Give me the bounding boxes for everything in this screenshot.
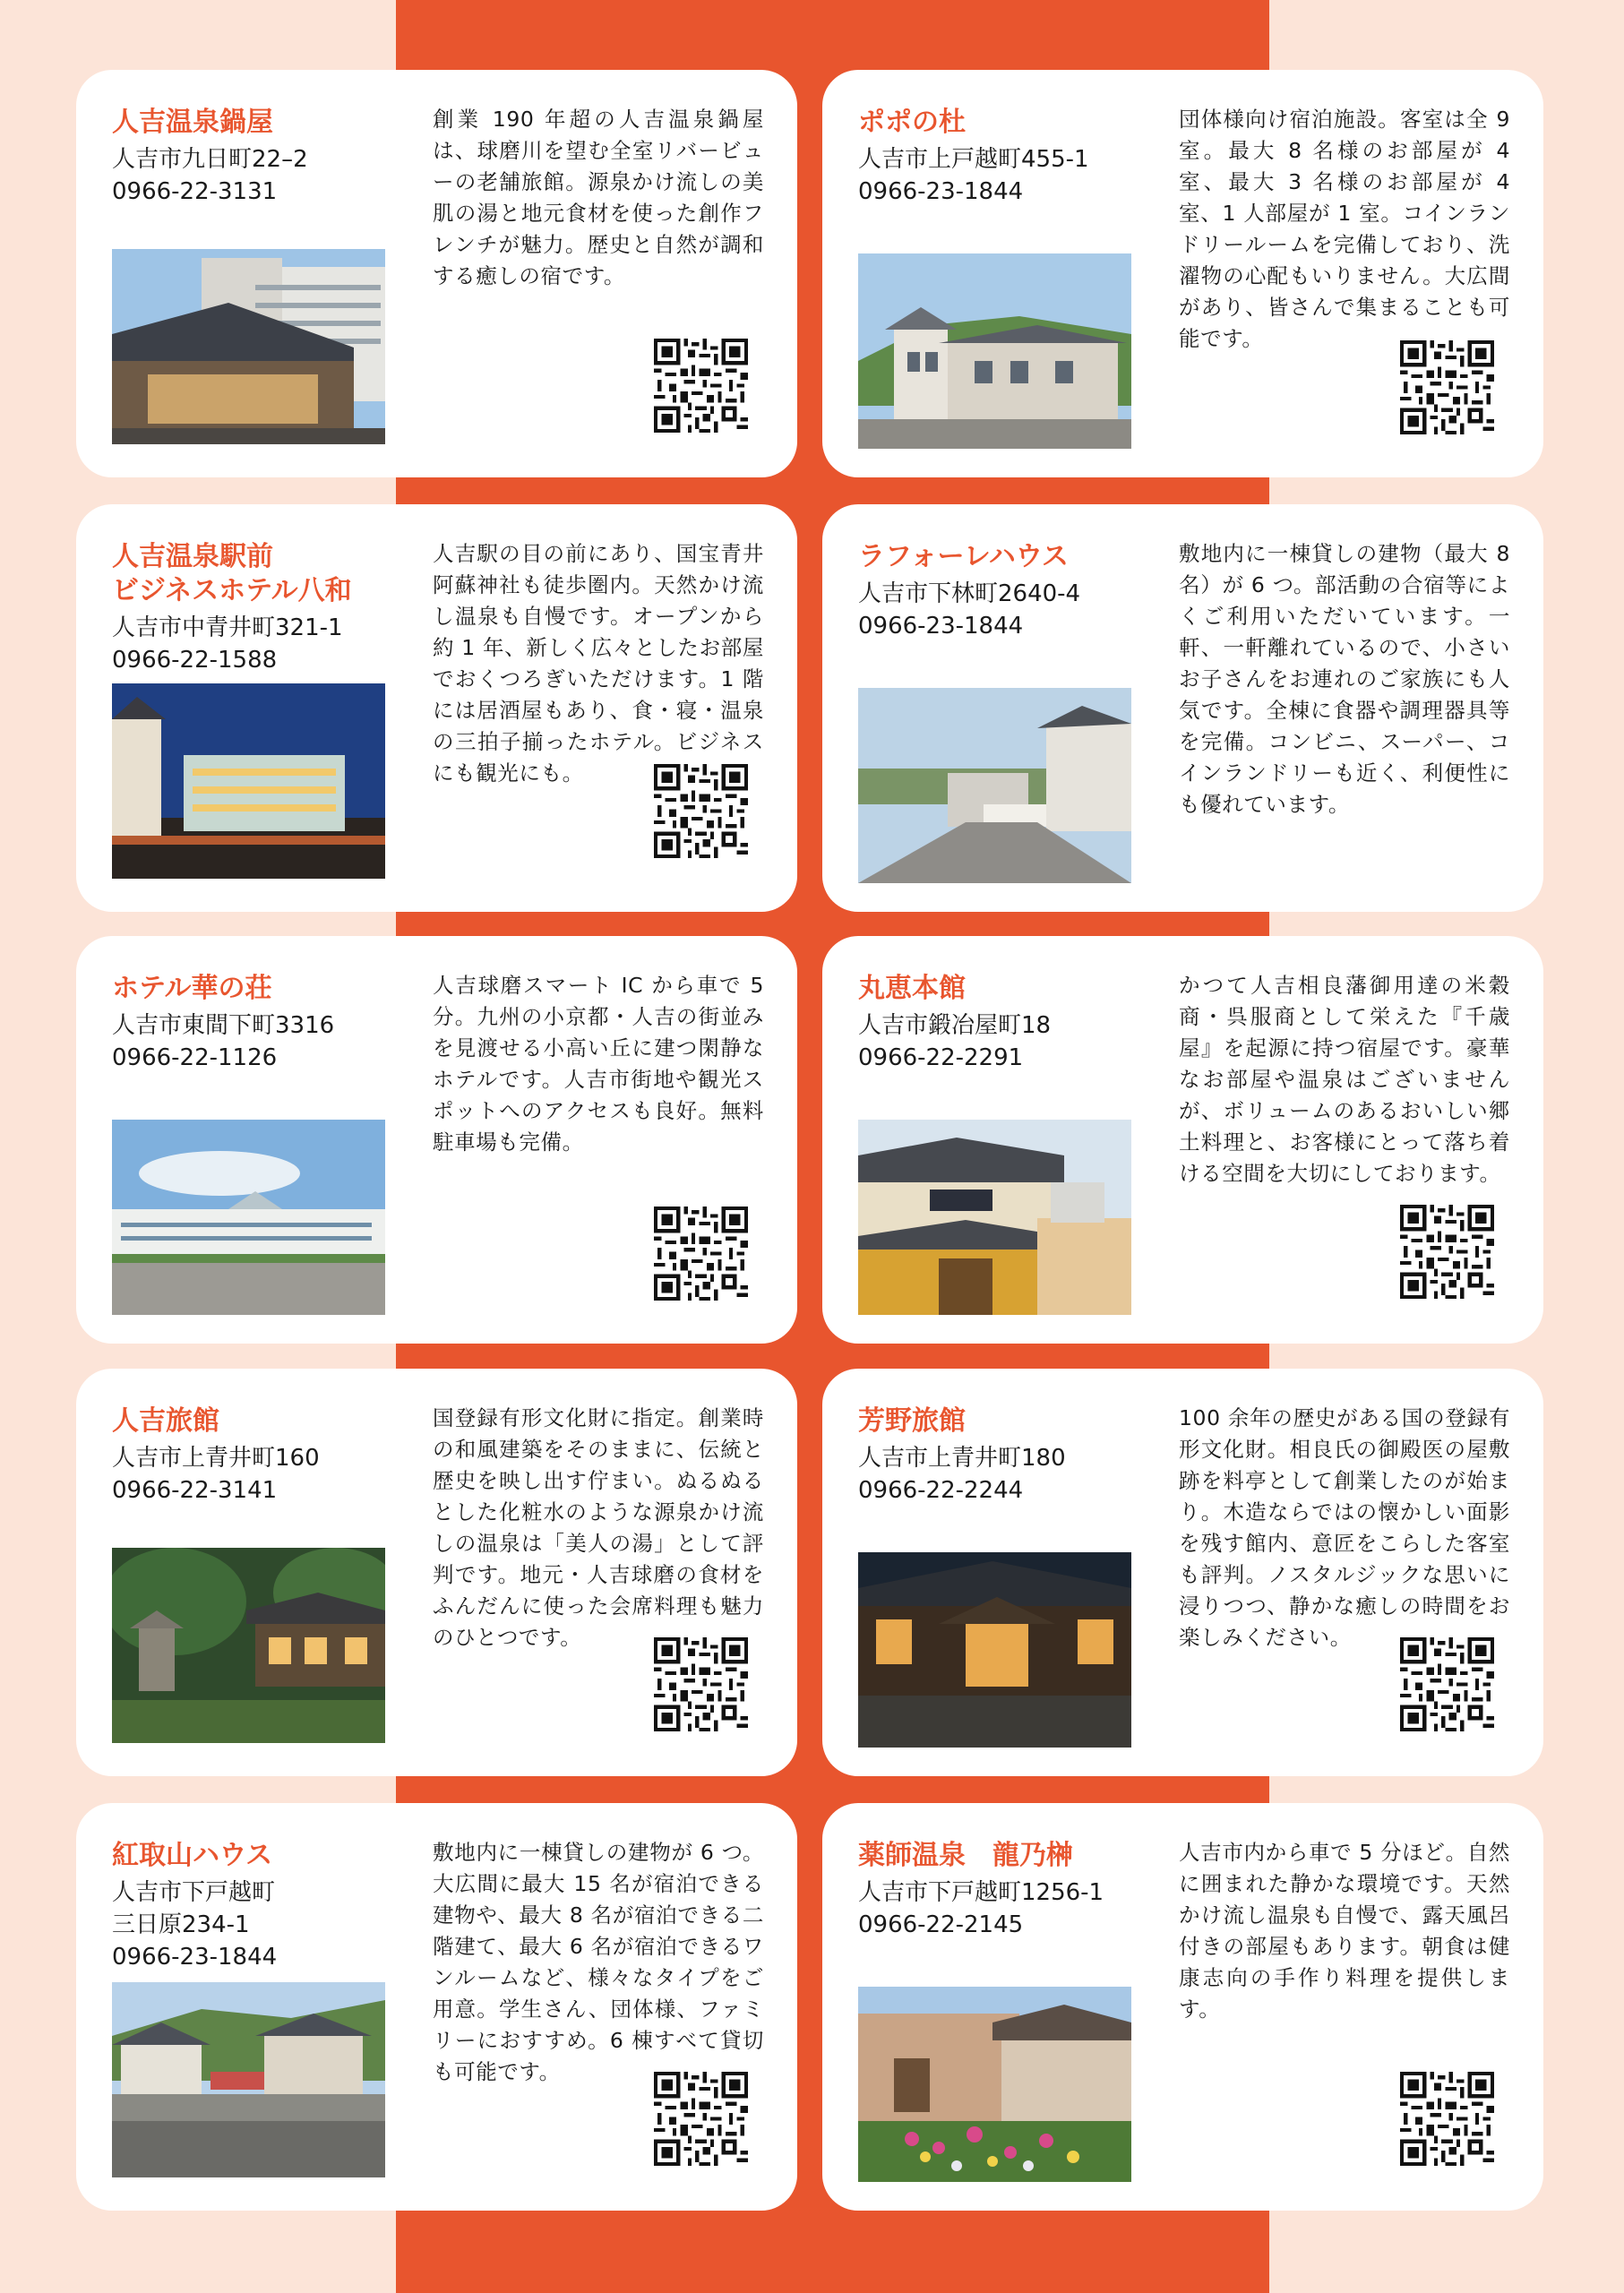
phone-text[interactable]: 0966-23-1844: [858, 178, 1024, 205]
card-nabeya: [76, 70, 797, 477]
card-title: 薬師温泉 龍乃榊: [858, 1840, 1073, 1871]
card-hananoso: [76, 936, 797, 1344]
phone-text[interactable]: 0966-23-1844: [112, 1944, 278, 1971]
address-text: 人吉市下林町2640-4: [858, 580, 1081, 607]
card-description: 人吉市内から車で 5 分ほど。自然に囲まれた静かな環境です。天然かけ流し温泉も自慢で、露天風呂付きの部屋もあります。朝食は健康志向の手作り料理を提供します。: [1179, 1840, 1510, 2022]
address-text: 人吉市下戸越町 三日原234-1: [112, 1879, 276, 1938]
card-description: 国登録有形文化財に指定。創業時の和風建築をそのままに、伝統と歴史を映し出す佇まい。ぬるぬるとした化粧水のような源泉かけ流しの温泉は「美人の湯」として評判です。地元・人吉球磨の食材をふんだんに使った会席料理も魅力のひとつです。: [433, 1405, 764, 1650]
hotel-hill-photo: [112, 1120, 385, 1315]
card-description: 100 余年の歴史がある国の登録有形文化財。相良氏の御殿医の屋敷跡を料亭として創業したのが始まり。木造ならではの懐かしい面影を残す館内、意匠をこらした客室も評判。ノスタルジックな思いに浸りつつ、静かな癒しの時間をお楽しみください。: [1179, 1405, 1510, 1650]
card-yawa-hotel: [76, 504, 797, 912]
card-marue-honkan: [822, 936, 1543, 1344]
qr-code-icon[interactable]: [654, 2072, 748, 2166]
address-text: 人吉市上戸越町455-1: [858, 146, 1089, 173]
ryokan-night-photo: [858, 1552, 1131, 1748]
card-title: ホテル華の荘: [112, 973, 272, 1004]
address-text: 人吉市中青井町321-1: [112, 614, 343, 641]
card-description: 団体様向け宿泊施設。客室は全 9 室。最大 8 名様のお部屋が 4 室、最大 3 名様のお部屋が 4 室、1 人部屋が 1 室。コインランドリールームを完備しており、洗濯物の心配もいりません。大広間があり、皆さんで集まることも可能です。: [1179, 107, 1510, 351]
card-laforet-house: [822, 504, 1543, 912]
card-description: 創業 190 年超の人吉温泉鍋屋は、球磨川を望む全室リバービューの老舗旅館。源泉かけ流しの美肌の湯と地元食材を使った創作フレンチが魅力。歴史と自然が調和する癒しの宿です。: [433, 107, 764, 288]
phone-text[interactable]: 0966-23-1844: [858, 613, 1024, 640]
phone-text[interactable]: 0966-22-2244: [858, 1477, 1024, 1504]
card-hitoyoshi-ryokan: [76, 1369, 797, 1776]
card-title: 紅取山ハウス: [112, 1840, 273, 1871]
qr-code-icon[interactable]: [1400, 2072, 1494, 2166]
address-text: 人吉市東間下町3316: [112, 1012, 335, 1039]
card-description: 敷地内に一棟貸しの建物が 6 つ。大広間に最大 15 名が宿泊できる建物や、最大 8 名が宿泊できる二階建て、最大 6 名が宿泊できるワンルームなど、様々なタイプをご用意。学生さん、団体様、ファミリーにおすすめ。6 棟すべて貸切も可能です。: [433, 1840, 764, 2084]
house-photo: [858, 253, 1131, 449]
qr-code-icon[interactable]: [1400, 340, 1494, 434]
card-description: 人吉球磨スマート IC から車で 5 分。九州の小京都・人吉の街並みを見渡せる小高い丘に建つ閑静なホテルです。人吉市街地や観光スポットへのアクセスも良好。無料駐車場も完備。: [433, 973, 764, 1155]
card-popo-no-mori: [822, 70, 1543, 477]
card-address: [858, 1009, 1154, 1074]
address-text: 人吉市上青井町180: [858, 1445, 1066, 1472]
qr-code-icon[interactable]: [1400, 1205, 1494, 1299]
phone-text[interactable]: 0966-22-2145: [858, 1911, 1024, 1938]
traditional-inn-photo: [858, 1120, 1131, 1315]
card-title: 人吉温泉駅前 ビジネスホテル八和: [112, 541, 352, 606]
card-title: 丸恵本館: [858, 973, 966, 1004]
phone-text[interactable]: 0966-22-1588: [112, 647, 278, 674]
phone-text[interactable]: 0966-22-1126: [112, 1044, 278, 1071]
village-houses-photo: [112, 1982, 385, 2177]
qr-code-icon[interactable]: [654, 764, 748, 858]
card-address: [858, 1876, 1154, 1941]
qr-code-icon[interactable]: [654, 1637, 748, 1731]
card-yoshino-ryokan: [822, 1369, 1543, 1776]
card-address: [858, 578, 1154, 642]
cottage-street-photo: [858, 688, 1131, 883]
card-title: 芳野旅館: [858, 1405, 966, 1437]
address-text: 人吉市鍛冶屋町18: [858, 1012, 1052, 1039]
card-address: [858, 1442, 1154, 1507]
card-description: かつて人吉相良藩御用達の米穀商・呉服商として栄えた『千歳屋』を起源に持つ宿屋です。豪華なお部屋や温泉はございませんが、ボリュームのあるおいしい郷土料理と、お客様にとって落ち着ける空間を大切にしております。: [1179, 973, 1510, 1186]
ryokan-building-photo: [112, 249, 385, 444]
card-address: [112, 1442, 408, 1507]
phone-text[interactable]: 0966-22-3141: [112, 1477, 278, 1504]
card-address: [112, 1009, 408, 1074]
qr-code-icon[interactable]: [654, 1207, 748, 1301]
phone-text[interactable]: 0966-22-2291: [858, 1044, 1024, 1071]
card-description: 敷地内に一棟貸しの建物（最大 8 名）が 6 つ。部活動の合宿等によくご利用いただいています。一軒、一軒離れているので、小さいお子さんをお連れのご家族にも人気です。全棟に食器や調理器具等を完備。コンビニ、スーパー、コインランドリーも近く、利便性にも優れています。: [1179, 541, 1510, 817]
card-address: [112, 612, 408, 676]
card-address: [112, 143, 408, 208]
card-description: 人吉駅の目の前にあり、国宝青井阿蘇神社も徒歩圏内。天然かけ流し温泉も自慢です。オープンから約 1 年、新しく広々としたお部屋でおくつろぎいただけます。1 階には居酒屋もあり、食・寝・温泉の三拍子揃ったホテル。ビジネスにも観光にも。: [433, 541, 764, 786]
card-yakushi-onsen: [822, 1803, 1543, 2211]
card-betoriyama-house: [76, 1803, 797, 2211]
qr-code-icon[interactable]: [1400, 1637, 1494, 1731]
japanese-garden-photo: [112, 1548, 385, 1743]
address-text: 人吉市上青井町160: [112, 1445, 320, 1472]
qr-code-icon[interactable]: [654, 339, 748, 433]
card-title: ポポの杜: [858, 107, 966, 138]
card-address: [112, 1876, 408, 1973]
card-title: ラフォーレハウス: [858, 541, 1069, 572]
hotel-night-photo: [112, 683, 385, 879]
card-title: 人吉温泉鍋屋: [112, 107, 273, 138]
address-text: 人吉市下戸越町1256-1: [858, 1879, 1104, 1906]
flower-garden-inn-photo: [858, 1987, 1131, 2182]
address-text: 人吉市九日町22–2: [112, 146, 308, 173]
card-address: [858, 143, 1154, 208]
card-title: 人吉旅館: [112, 1405, 219, 1437]
phone-text[interactable]: 0966-22-3131: [112, 178, 278, 205]
